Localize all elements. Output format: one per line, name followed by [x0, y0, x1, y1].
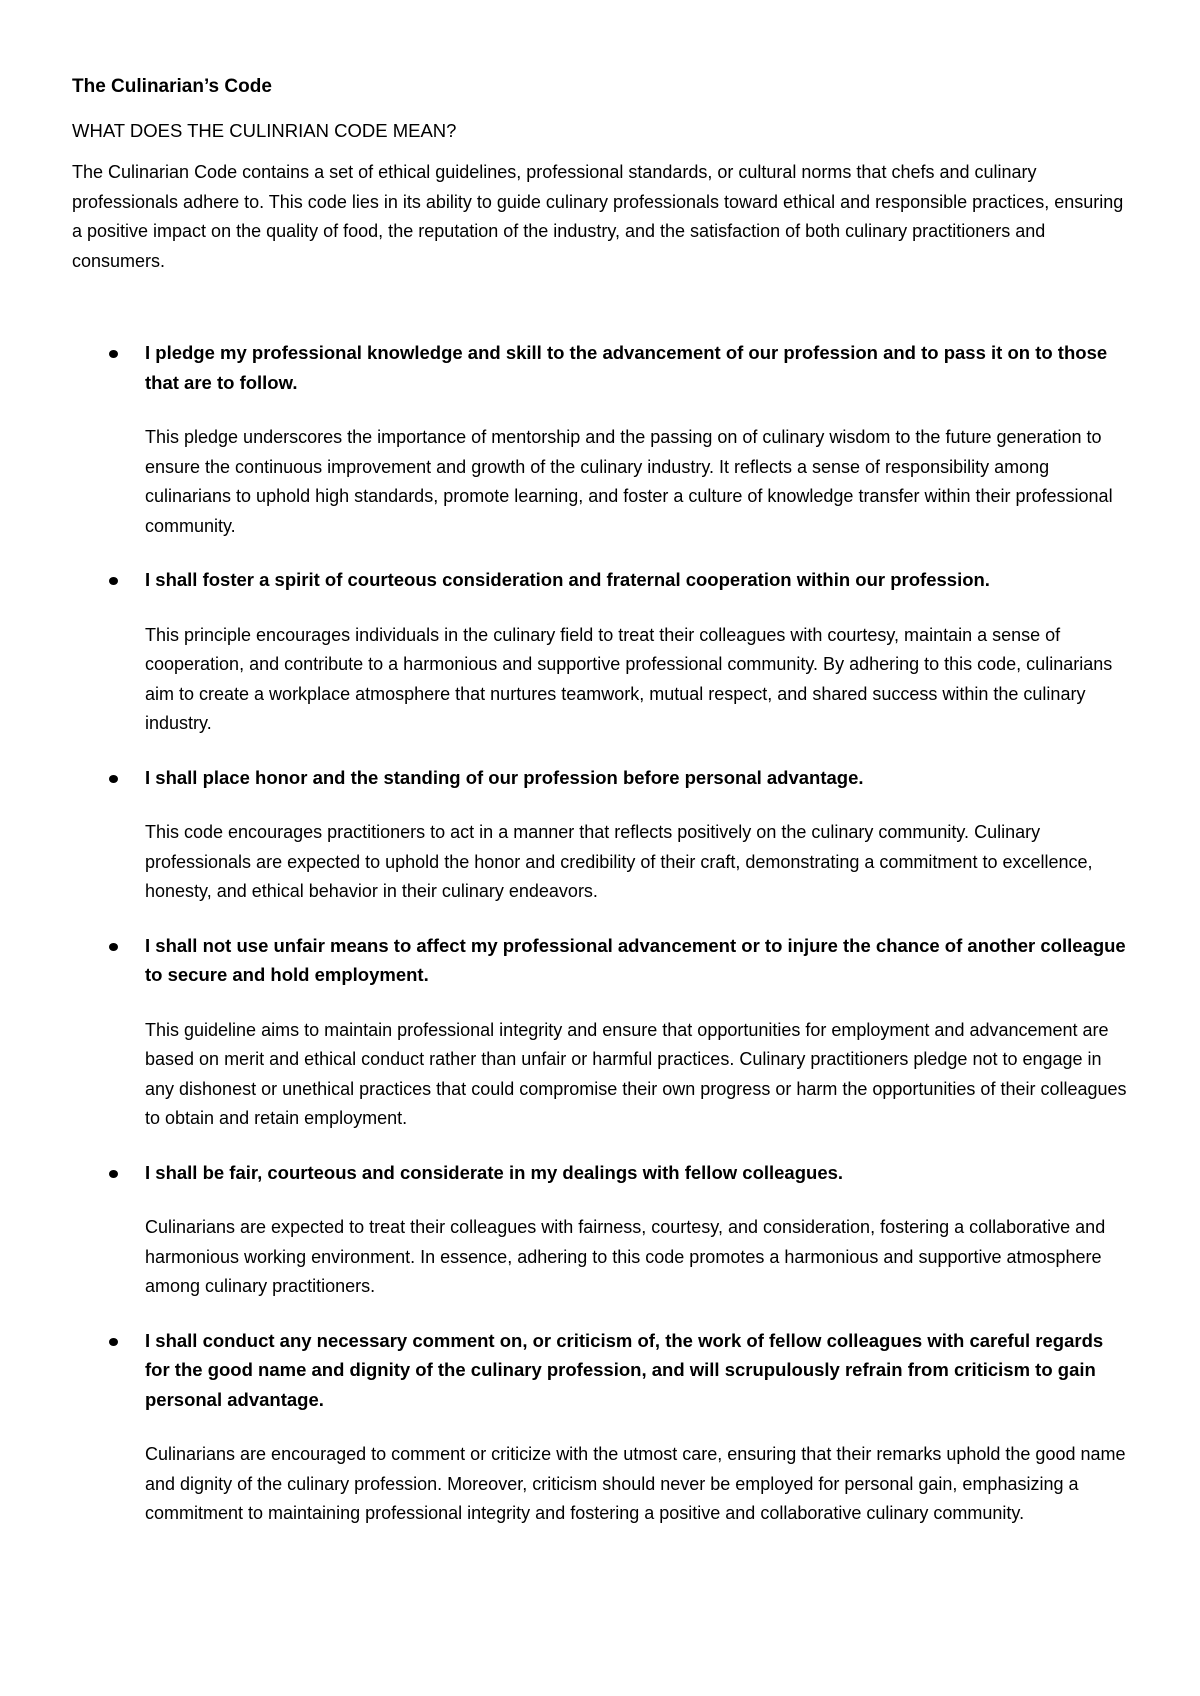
bullet-icon: [109, 1338, 118, 1346]
pledge-text: I pledge my professional knowledge and skill to the advancement of our profession and to pass it on to those that are to follow.: [145, 342, 1108, 393]
explanation-text: Culinarians are encouraged to comment or criticize with the utmost care, ensuring that their remarks uphold the good name and dignity of the culinary profession. Moreover, criticism should never be employed for personal gain, emphasizing a commitment to maintaining professional integrity and fostering a positive and collaborative culinary community.: [145, 1444, 1126, 1523]
principle-item-2: [72, 565, 1132, 739]
pledge-text: I shall place honor and the standing of our profession before personal advantage.: [145, 766, 864, 788]
explanation-text: Culinarians are expected to treat their colleagues with fairness, courtesy, and consideration, fostering a collaborative and harmonious working environment. In essence, adhering to this code promotes a harmonious and supportive atmosphere among culinary practitioners.: [145, 1217, 1106, 1296]
bullet-icon: [109, 350, 118, 358]
explanation-text: This principle encourages individuals in the culinary field to treat their colleagues with courtesy, maintain a sense of cooperation, and contribute to a harmonious and supportive professional community. By adhering to this code, culinarians aim to create a workplace atmosphere that nurtures teamwork, mutual respect, and shared success within the culinary industry.: [145, 624, 1113, 733]
intro-paragraph: The Culinarian Code contains a set of ethical guidelines, professional standards, or cultural norms that chefs and culinary professionals adhere to. This code lies in its ability to guide culinary professionals toward ethical and responsible practices, ensuring a positive impact on the quality of food, the reputation of the industry, and the satisfaction of both culinary practitioners and consumers.: [72, 162, 1124, 271]
pledge-text: I shall conduct any necessary comment on, or criticism of, the work of fellow colleagues with careful regards for the good name and dignity of the culinary profession, and will scrupulously refrain from criticism to gain personal advantage.: [145, 1329, 1104, 1410]
principle-item-1: [72, 338, 1132, 541]
explanation-text: This pledge underscores the importance of mentorship and the passing on of culinary wisdom to the future generation to ensure the continuous improvement and growth of the culinary industry. It reflects a sense of responsibility among culinarians to uphold high standards, promote learning, and foster a culture of knowledge transfer within their professional community.: [145, 427, 1113, 536]
principles-list: [72, 338, 1132, 1529]
bullet-icon: [109, 775, 118, 783]
bullet-icon: [109, 943, 118, 951]
principle-item-3: [72, 763, 1132, 907]
pledge-text: I shall be fair, courteous and considerate in my dealings with fellow colleagues.: [145, 1161, 844, 1183]
principle-item-4: [72, 931, 1132, 1134]
bullet-icon: [109, 577, 118, 585]
principle-item-5: [72, 1158, 1132, 1302]
pledge-text: I shall foster a spirit of courteous consideration and fraternal cooperation within our profession.: [145, 569, 990, 590]
document-title: The Culinarian’s Code: [72, 76, 272, 97]
pledge-text: I shall not use unfair means to affect my professional advancement or to injure the chance of another colleague to secure and hold employment.: [145, 934, 1126, 985]
explanation-text: This code encourages practitioners to act in a manner that reflects positively on the culinary community. Culinary professionals are expected to uphold the honor and credibility of their craft, demonstrating a commitment to excellence, honesty, and ethical behavior in their culinary endeavors.: [145, 822, 1093, 901]
document-page: [72, 72, 1132, 1553]
bullet-icon: [109, 1170, 118, 1178]
section-heading: WHAT DOES THE CULINRIAN CODE MEAN?: [72, 120, 457, 141]
principle-item-6: [72, 1326, 1132, 1529]
explanation-text: This guideline aims to maintain professional integrity and ensure that opportunities for employment and advancement are based on merit and ethical conduct rather than unfair or harmful practices. Culinary practitioners pledge not to engage in any dishonest or unethical practices that could compromise their own progress or harm the opportunities of their colleagues to obtain and retain employment.: [145, 1019, 1127, 1128]
